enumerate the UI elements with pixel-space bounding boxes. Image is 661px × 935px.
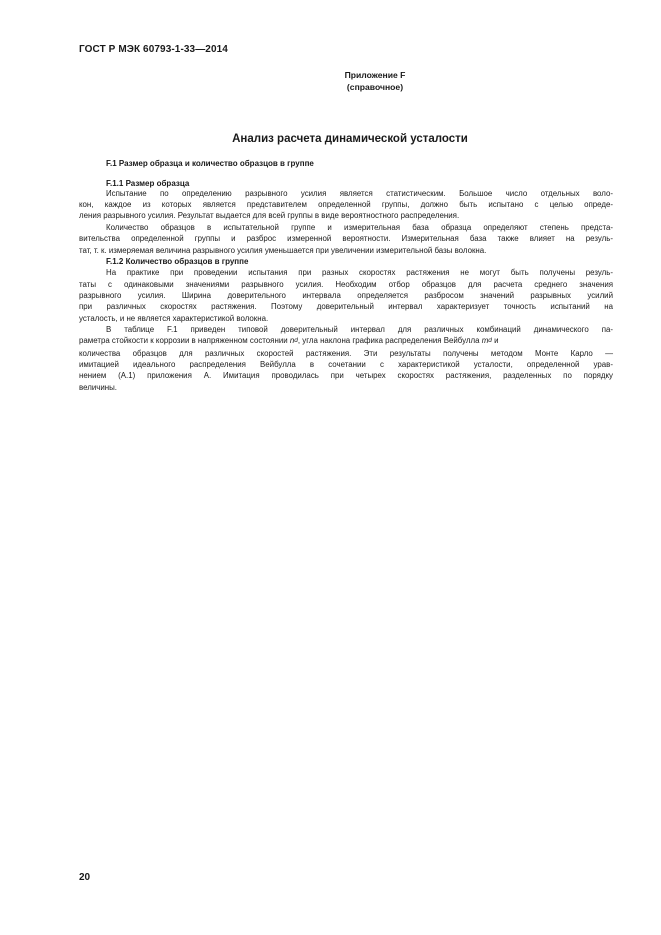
- text-line: ления разрывного усилия. Результат выдается для всей группы в виде вероятностного распределения.: [79, 211, 460, 220]
- text-line: тат, т. к. измеряемая величина разрывного усилия уменьшается при увеличении измерительной базы волокна.: [79, 246, 487, 255]
- text-line: усталость, и не является характеристикой волокна.: [79, 314, 269, 323]
- text-line: Количество образцов в испытательной группе и измерительная база образца определяют степень предста-: [106, 223, 613, 232]
- text-line: На практике при проведении испытания при разных скоростях растяжения не могут быть получены резуль-: [106, 268, 613, 277]
- symbol-m-d: $m_d$: [481, 336, 492, 345]
- text-line: имитацией идеального распределения Вейбулла в сочетании с характеристикой усталости, определенной урав-: [79, 360, 613, 369]
- text-line: нением (А.1) приложения А. Имитация проводилась при четырех скоростях растяжения, разделенных по порядку: [79, 371, 613, 380]
- text-line: величины.: [79, 383, 117, 392]
- text-line: вительства определенной группы и разброс измеренной вероятности. Измерительная база также влияет на резуль-: [79, 234, 613, 243]
- text-line: при различных скоростях растяжения. Поэтому доверительный интервал характеризует точность испытаний на: [79, 302, 613, 311]
- document-title: Анализ расчета динамической усталости: [232, 133, 468, 145]
- section-heading-f12: F.1.2 Количество образцов в группе: [106, 257, 249, 266]
- text-line: кон, каждое из которых является представителем определенной группы, должно быть испытано с целью опреде-: [79, 200, 613, 209]
- page-number: 20: [79, 872, 91, 883]
- section-heading-f1: F.1 Размер образца и количество образцов в группе: [106, 159, 314, 168]
- section-heading-f11: F.1.1 Размер образца: [106, 179, 190, 188]
- text-line-with-symbols: [79, 336, 613, 346]
- annex-type: (справочное): [346, 82, 404, 92]
- text-fragment: и: [494, 336, 499, 345]
- text-fragment: , угла наклона графика распределения Вейбулла: [297, 336, 480, 345]
- document-header: ГОСТ Р МЭК 60793-1-33—2014: [79, 44, 228, 55]
- text-line: разрывного усилия. Ширина доверительного интервала определяется разбросом значений разрывных усилий: [79, 291, 613, 300]
- text-fragment: раметра стойкости к коррозии в напряженном состоянии: [79, 336, 288, 345]
- text-line: В таблице F.1 приведен типовой доверительный интервал для различных комбинаций динамического па-: [106, 325, 613, 334]
- text-line: количества образцов для различных скоростей растяжения. Эти результаты получены методом Монте Карло —: [79, 349, 613, 358]
- text-line: таты с одинаковыми значениями разрывного усилия. Необходим отбор образцов для расчета среднего значения: [79, 280, 613, 289]
- text-line: Испытание по определению разрывного усилия является статистическим. Большое число отдельных воло-: [106, 189, 613, 198]
- annex-title: Приложение F: [344, 70, 406, 80]
- symbol-n-d: $n_d$: [289, 336, 298, 345]
